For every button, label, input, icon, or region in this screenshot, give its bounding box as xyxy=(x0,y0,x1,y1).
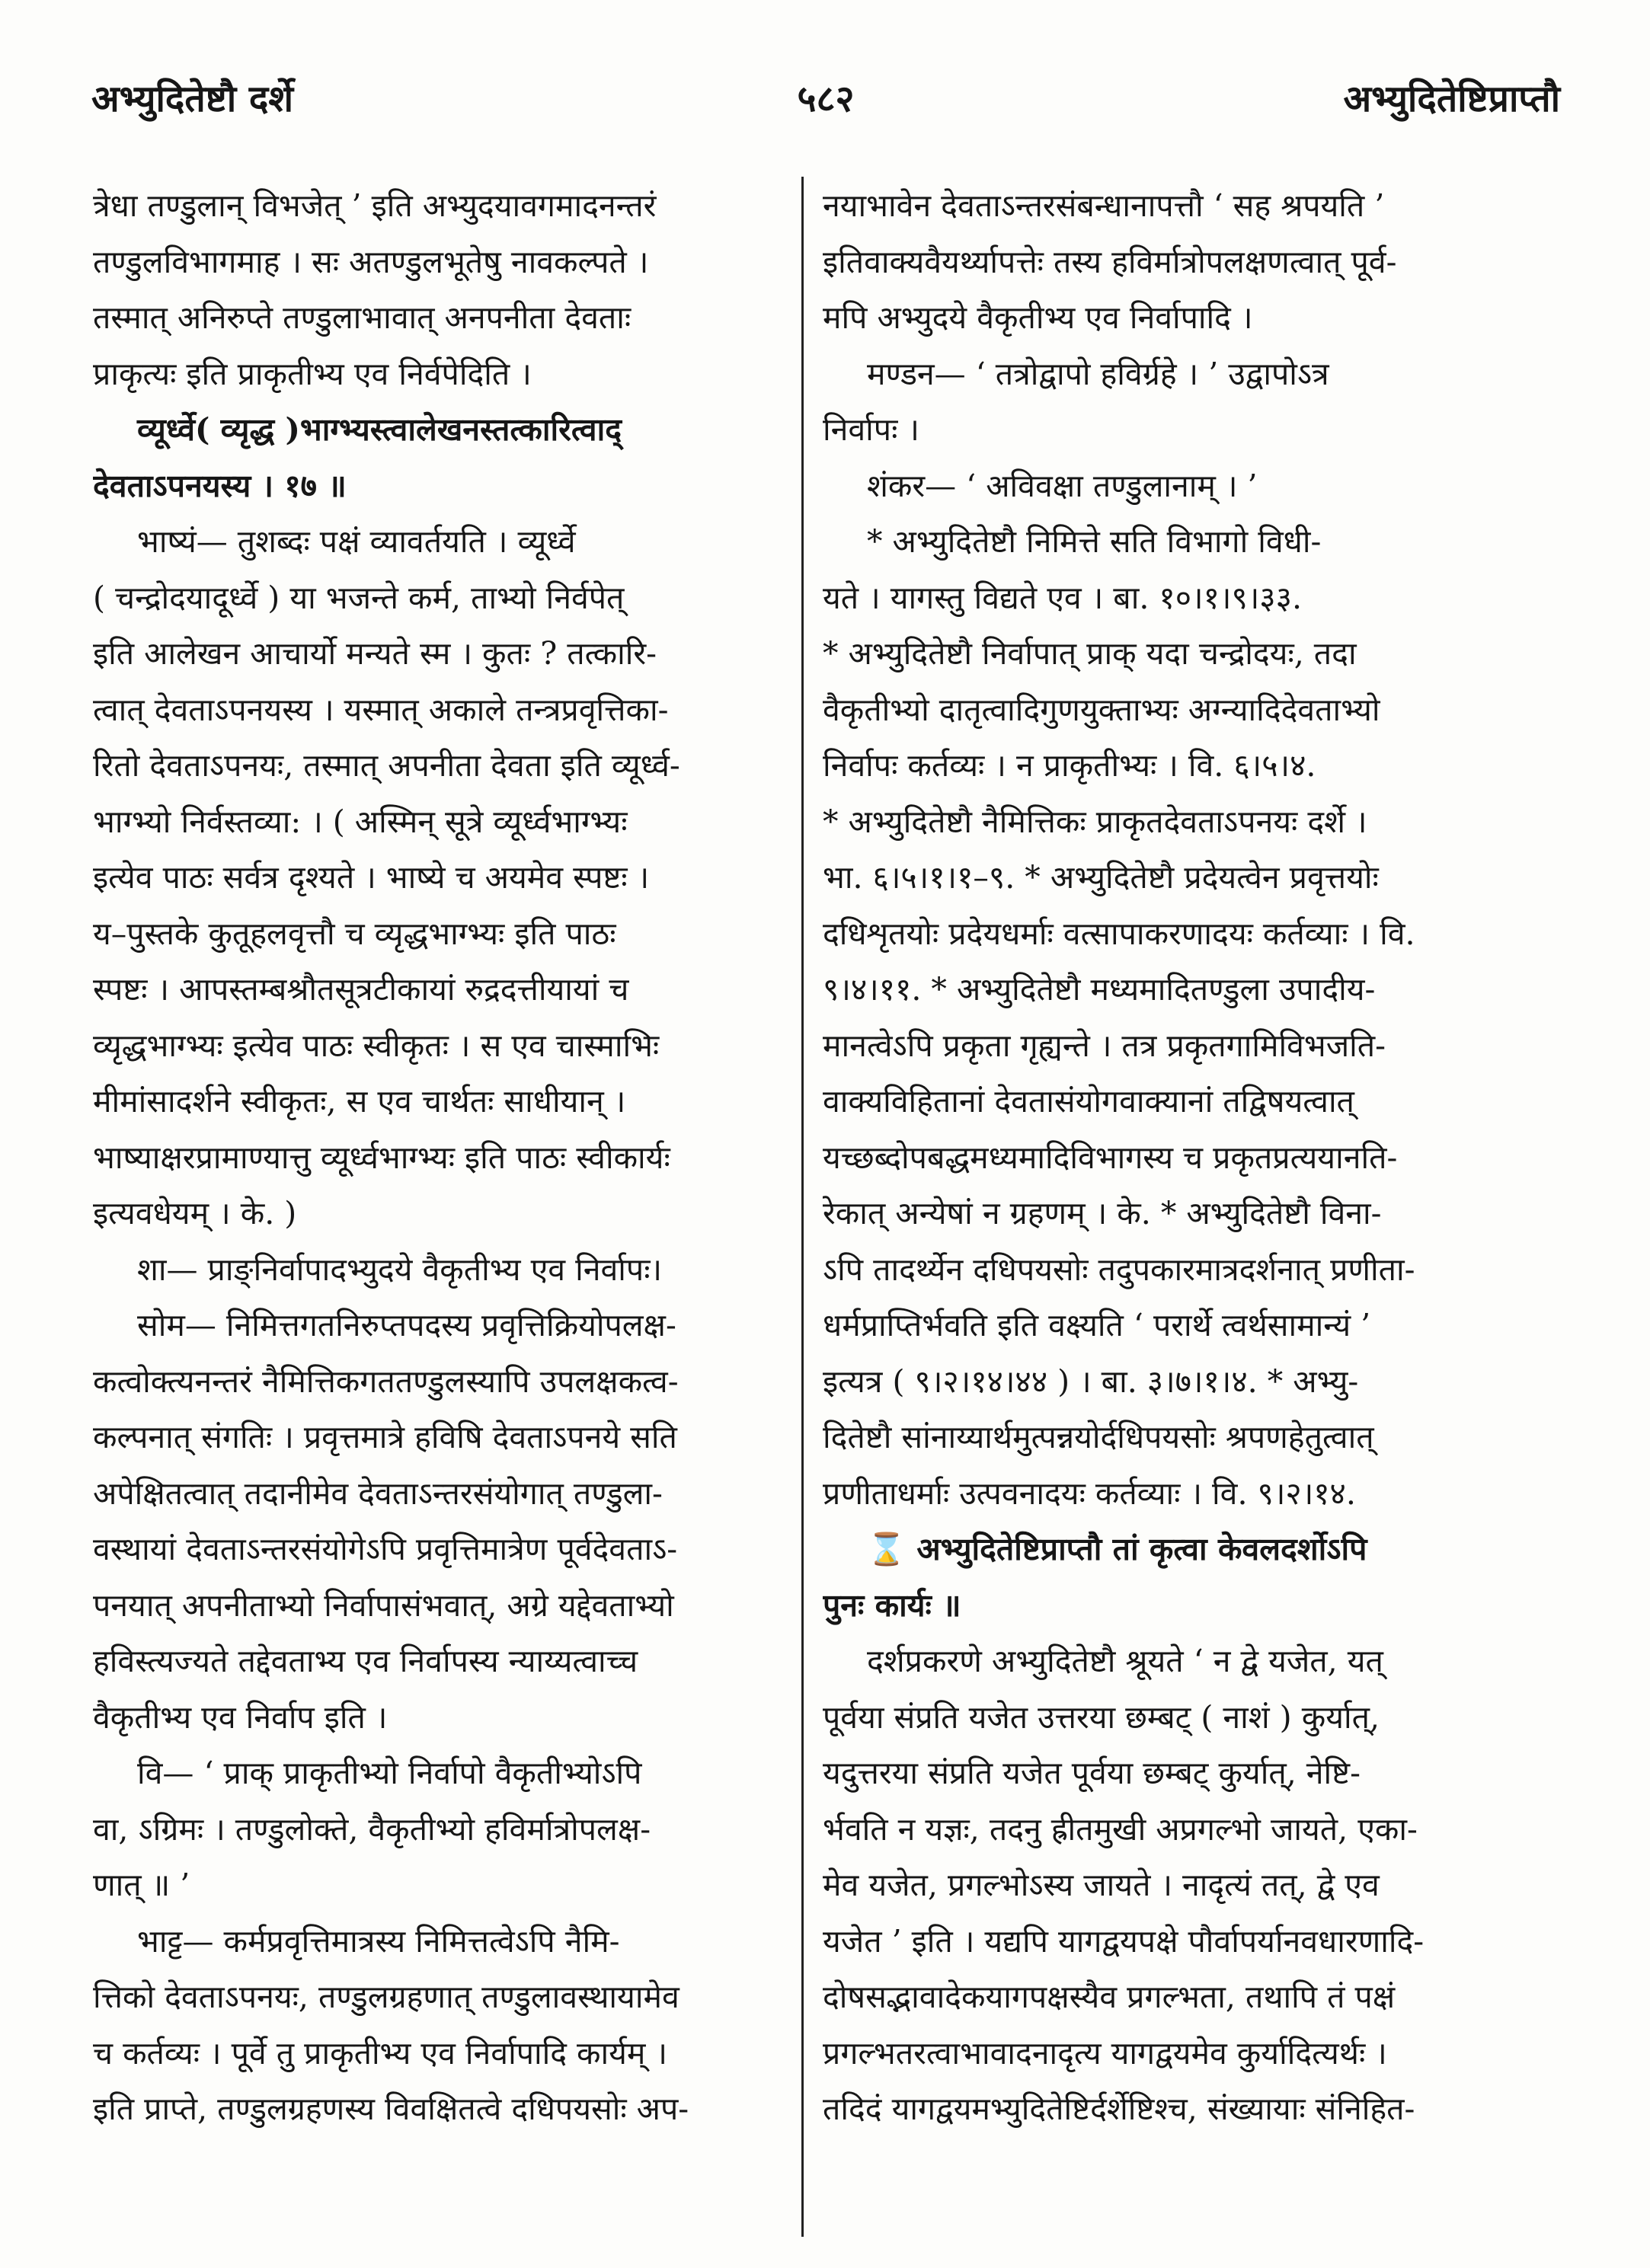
text-line: दर्शप्रकरणे अभ्युदितेष्टौ श्रूयते ‘ न द्वे यजेत, यत् xyxy=(867,1643,1383,1679)
text-line: भाष्यं— तुशब्दः पक्षं व्यावर्तयति । व्यूर्ध्वे xyxy=(137,523,576,560)
text-line: वस्थायां देवताऽन्तरसंयोगेऽपि प्रवृत्तिमात्रेण पूर्वदेवताऽ- xyxy=(93,1531,678,1567)
text-line: व्यृद्धभाग्भ्यः इत्येव पाठः स्वीकृतः । स एव चास्माभिः xyxy=(93,1027,660,1064)
text-line: निर्वापः । xyxy=(823,411,919,448)
header-left-title: अभ्युदितेष्टौ दर्शे xyxy=(91,78,294,120)
text-line: यजेत ’ इति । यद्यपि यागद्वयपक्षे पौर्वापर्यानवधारणादि- xyxy=(823,1922,1425,1960)
text-line: भाष्याक्षरप्रामाण्यात्तु व्यूर्ध्वभाग्भ्यः इति पाठः स्वीकार्यः xyxy=(93,1139,670,1176)
text-line: वा, ऽग्रिमः । तण्डुलोक्ते, वैकृतीभ्यो हविर्मात्रोपलक्ष- xyxy=(93,1810,651,1848)
text-line: कल्पनात् संगतिः । प्रवृत्तमात्रे हविषि देवताऽपनये सति xyxy=(93,1419,677,1455)
text-line: इतिवाक्यवैयर्थ्यापत्तेः तस्य हविर्मात्रोपलक्षणत्वात् पूर्व- xyxy=(823,243,1397,280)
text-line: प्रणीताधर्माः उत्पवनादयः कर्तव्याः । वि. ९।२।१४. xyxy=(823,1474,1356,1512)
text-line: इत्यत्र ( ९।२।१४।४४ ) । बा. ३।७।१।४. * अभ्यु- xyxy=(823,1362,1359,1400)
text-line: च कर्तव्यः । पूर्वे तु प्राकृतीभ्य एव निर्वापादि कार्यम् । xyxy=(93,2034,668,2072)
text-line: वि— ‘ प्राक् प्राकृतीभ्यो निर्वापो वैकृतीभ्योऽपि xyxy=(137,1755,642,1791)
page-number: ५८२ xyxy=(797,78,855,120)
text-line: यदुत्तरया संप्रति यजेत पूर्वया छम्बट् कुर्यात्, नेष्टि- xyxy=(823,1755,1361,1791)
text-line: इत्यवधेयम् । के. ) xyxy=(93,1195,297,1231)
text-line: * अभ्युदितेष्टौ निर्वापात् प्राक् यदा चन्द्रोदयः, तदा xyxy=(823,635,1357,672)
text-line: र्भवति न यज्ञः, तदनु ह्रीतमुखी अप्रगल्भो जायते, एका- xyxy=(823,1810,1418,1848)
text-line: देवताऽपनयस्य । १७ ॥ xyxy=(93,467,347,504)
running-header xyxy=(91,65,1560,134)
text-line: यते । यागस्तु विद्यते एव । बा. १०।१।९।३३. xyxy=(823,579,1302,616)
text-line: वैकृतीभ्य एव निर्वाप इति । xyxy=(93,1698,388,1736)
text-line: मानत्वेऽपि प्रकृता गृह्यन्ते । तत्र प्रकृतगामिविभजति- xyxy=(823,1027,1386,1064)
text-line: दधिशृतयोः प्रदेयधर्माः वत्सापाकरणादयः कर्तव्याः । वि. xyxy=(823,915,1415,952)
text-line: वाक्यविहितानां देवतासंयोगवाक्यानां तद्विषयत्वात् xyxy=(823,1083,1354,1120)
text-line: प्राकृत्यः इति प्राकृतीभ्य एव निर्वपेदिति । xyxy=(93,355,532,392)
text-line: दोषसद्भावादेकयागपक्षस्यैव प्रगल्भता, तथापि तं पक्षं xyxy=(823,1979,1396,2015)
text-line: मीमांसादर्शने स्वीकृतः, स एव चार्थतः साधीयान् । xyxy=(93,1083,626,1120)
text-line: भाग्भ्यो निर्वस्तव्या: । ( अस्मिन् सूत्रे व्यूर्ध्वभाग्भ्यः xyxy=(93,803,628,840)
text-line: मेव यजेत, प्रगल्भोऽस्य जायते । नादृत्यं तत्, द्वे एव xyxy=(823,1867,1380,1903)
column-divider xyxy=(801,177,804,2237)
text-line: वैकृतीभ्यो दातृत्वादिगुणयुक्ताभ्यः अग्न्यादिदेवताभ्यो xyxy=(823,691,1380,728)
text-line: य–पुस्तके कुतूहलवृत्तौ च व्यृद्धभाग्भ्यः इति पाठः xyxy=(93,915,616,952)
text-line: हविस्त्यज्यते तद्देवताभ्य एव निर्वापस्य न्याय्यत्वाच्च xyxy=(93,1643,638,1679)
text-line: शंकर— ‘ अविवक्षा तण्डुलानाम् । ’ xyxy=(867,467,1258,504)
text-line: * अभ्युदितेष्टौ निमित्ते सति विभागो विधी- xyxy=(867,523,1322,560)
header-right-title: अभ्युदितेष्टिप्राप्तौ xyxy=(1343,78,1560,120)
text-line: भा. ६।५।१।१–९. * अभ्युदितेष्टौ प्रदेयत्वेन प्रवृत्तयोः xyxy=(823,859,1379,896)
text-line: पनयात् अपनीताभ्यो निर्वापासंभवात्, अग्रे यद्देवताभ्यो xyxy=(93,1586,674,1624)
text-line: रेकात् अन्येषां न ग्रहणम् । के. * अभ्युदितेष्टौ विना- xyxy=(823,1195,1382,1231)
text-line: नयाभावेन देवताऽन्तरसंबन्धानापत्तौ ‘ सह श्रपयति ’ xyxy=(823,187,1385,224)
text-line: धर्मप्राप्तिर्भवति इति वक्ष्यति ‘ परार्थे त्वर्थसामान्यं ’ xyxy=(823,1307,1371,1343)
text-line: त्वात् देवताऽपनयस्य । यस्मात् अकाले तन्त्रप्रवृत्तिका- xyxy=(93,691,669,728)
text-line: दितेष्टौ सांनाय्यार्थमुत्पन्नयोर्दधिपयसोः श्रपणहेतुत्वात् xyxy=(823,1419,1374,1455)
text-line: प्रगल्भतरत्वाभावादनादृत्य यागद्वयमेव कुर्यादित्यर्थः । xyxy=(823,2034,1387,2072)
text-line: * अभ्युदितेष्टौ नैमित्तिकः प्राकृतदेवताऽपनयः दर्शे । xyxy=(823,803,1367,840)
text-line: णात् ॥ ’ xyxy=(93,1867,190,1903)
text-line: कत्वोक्त्यनन्तरं नैमित्तिकगततण्डुलस्यापि उपलक्षकत्व- xyxy=(93,1362,679,1400)
text-line: सोम— निमित्तगतनिरुप्तपदस्य प्रवृत्तिक्रियोपलक्ष- xyxy=(137,1307,676,1343)
text-line: इत्येव पाठः सर्वत्र दृश्यते । भाष्ये च अयमेव स्पष्टः । xyxy=(93,859,650,896)
text-line: तस्मात् अनिरुप्ते तण्डुलाभावात् अनपनीता देवताः xyxy=(93,299,632,336)
text-line: स्पष्टः । आपस्तम्बश्रौतसूत्रटीकायां रुद्रदत्तीयायां च xyxy=(93,971,629,1008)
text-line: निर्वापः कर्तव्यः । न प्राकृतीभ्यः । वि. ६।५।४. xyxy=(823,747,1316,784)
text-line: मपि अभ्युदये वैकृतीभ्य एव निर्वापादि । xyxy=(823,299,1253,336)
text-line: मण्डन— ‘ तत्रोद्वापो हविर्ग्रहे । ’ उद्वापोऽत्र xyxy=(867,355,1329,392)
text-line: त्रेधा तण्डुलान् विभजेत् ’ इति अभ्युदयावगमादनन्तरं xyxy=(93,187,657,224)
text-line: ऽपि तादर्थ्येन दधिपयसोः तदुपकारमात्रदर्शनात् प्रणीता- xyxy=(823,1251,1415,1288)
left-column xyxy=(93,178,782,2242)
text-line: शा— प्राङ्निर्वापादभ्युदये वैकृतीभ्य एव निर्वापः। xyxy=(137,1251,663,1288)
text-line: पुनः कार्यः ॥ xyxy=(823,1586,961,1624)
text-line: यच्छब्दोपबद्धमध्यमादिविभागस्य च प्रकृतप्रत्ययानति- xyxy=(823,1139,1398,1176)
text-line: तदिदं यागद्वयमभ्युदितेष्टिर्दर्शेष्टिश्च, संख्यायाः संनिहित- xyxy=(823,2091,1415,2127)
text-line: रितो देवताऽपनयः, तस्मात् अपनीता देवता इति व्यूर्ध्व- xyxy=(93,747,680,784)
text-line: त्तिको देवताऽपनयः, तण्डुलग्रहणात् तण्डुलावस्थायामेव xyxy=(93,1979,680,2015)
text-line: इति आलेखन आचार्यो मन्यते स्म । कुतः ? तत्कारि- xyxy=(93,635,657,672)
text-line: ( चन्द्रोदयादूर्ध्वे ) या भजन्ते कर्म, ताभ्यो निर्वपेत् xyxy=(93,579,625,616)
text-line: ⌛ अभ्युदितेष्टिप्राप्तौ तां कृत्वा केवलदर्शोऽपि xyxy=(867,1531,1367,1567)
text-line: अपेक्षितत्वात् तदानीमेव देवताऽन्तरसंयोगात् तण्डुला- xyxy=(93,1474,663,1512)
text-line: पूर्वया संप्रति यजेत उत्तरया छम्बट् ( नाशं ) कुर्यात्, xyxy=(823,1698,1380,1736)
text-line: ९।४।११. * अभ्युदितेष्टौ मध्यमादितण्डुला उपादीय- xyxy=(823,971,1376,1008)
text-line: तण्डुलविभागमाह । सः अतण्डुलभूतेषु नावकल्पते । xyxy=(93,243,649,280)
right-column xyxy=(823,178,1542,2242)
text-line: व्यूर्ध्वे( व्यृद्ध )भाग्भ्यस्त्वालेखनस्तत्कारित्वाद् xyxy=(137,411,622,448)
text-line: भाट्ट— कर्मप्रवृत्तिमात्रस्य निमित्तत्वेऽपि नैमि- xyxy=(137,1922,620,1960)
text-line: इति प्राप्ते, तण्डुलग्रहणस्य विवक्षितत्वे दधिपयसोः अप- xyxy=(93,2091,689,2127)
